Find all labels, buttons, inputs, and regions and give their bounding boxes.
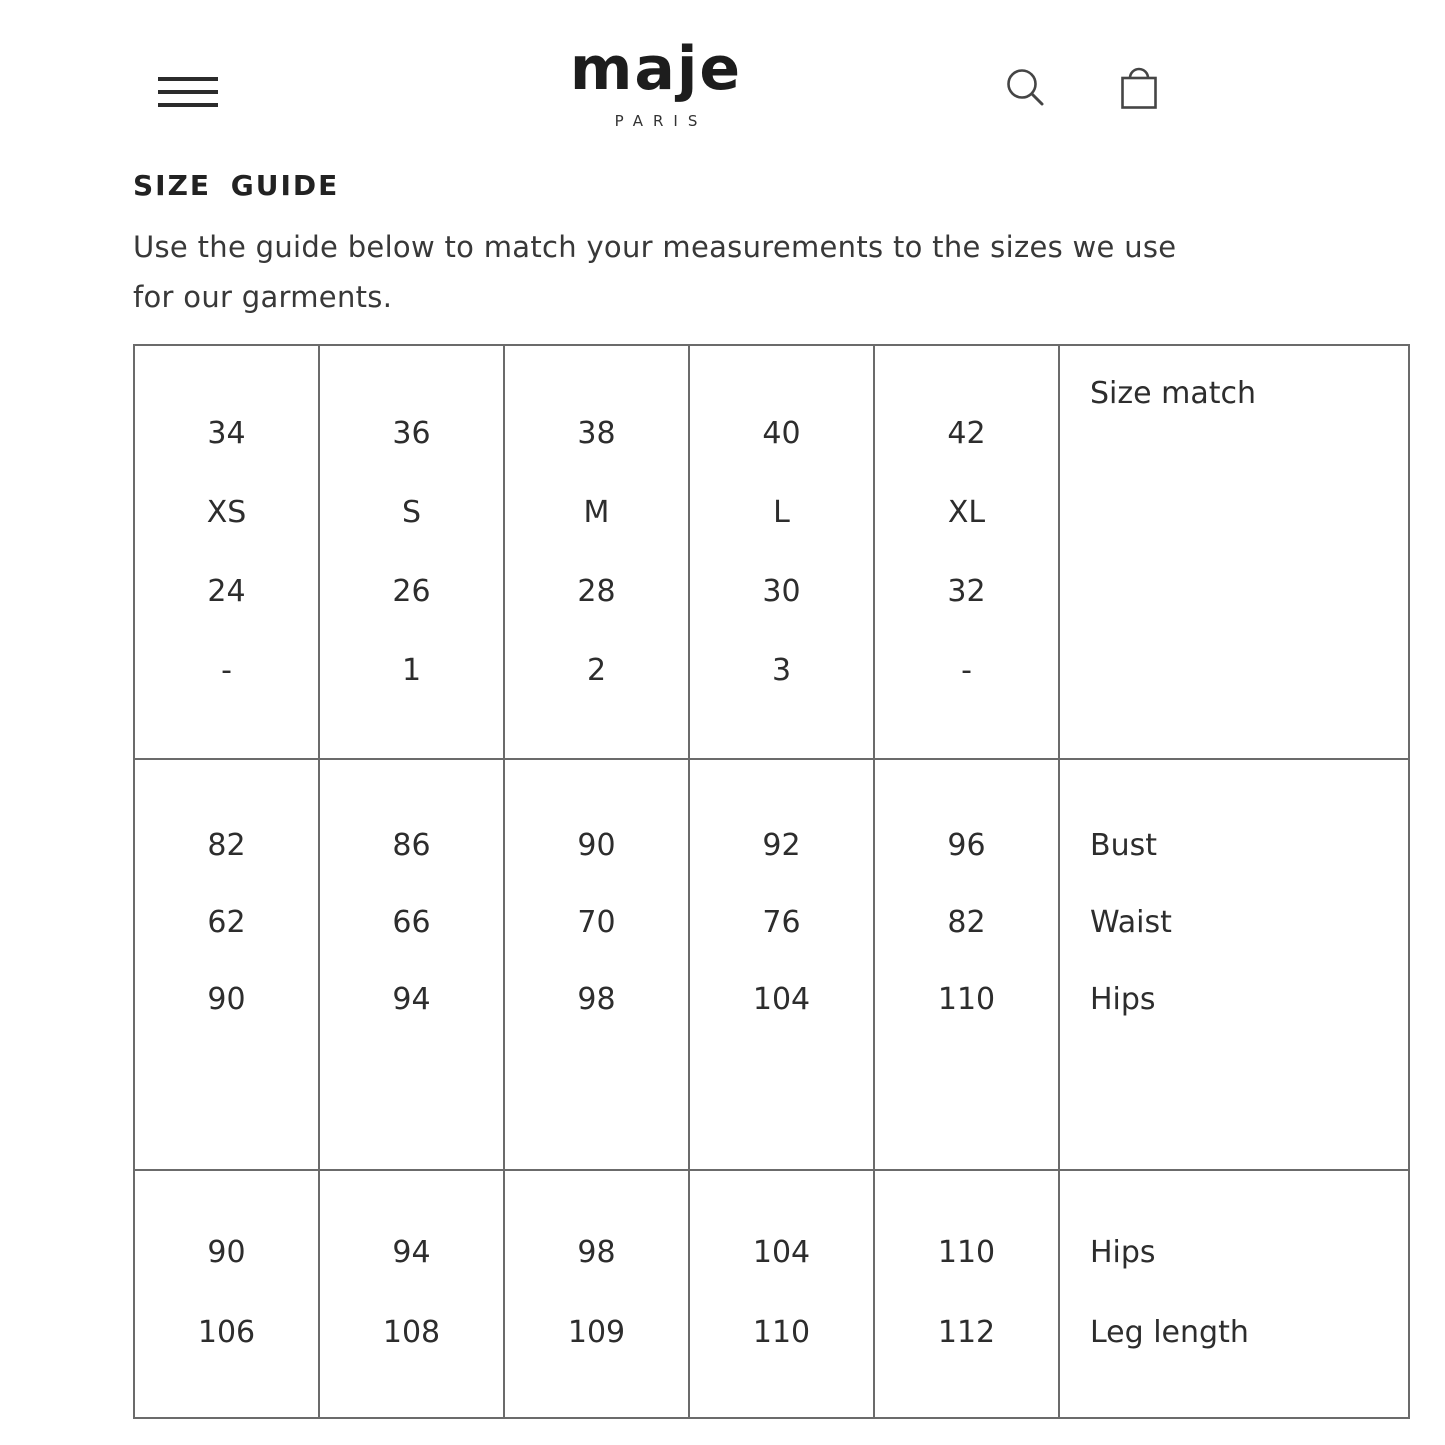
garment-value: 112 xyxy=(937,1315,996,1350)
measure-column-1 xyxy=(135,760,320,1169)
measure-value: 70 xyxy=(577,905,616,940)
measure-value: 66 xyxy=(392,905,431,940)
search-button[interactable] xyxy=(1004,66,1048,110)
hamburger-icon xyxy=(158,90,218,94)
size-value: 32 xyxy=(947,574,986,609)
size-value: - xyxy=(961,653,972,688)
measure-value: 110 xyxy=(937,982,996,1017)
measure-value: 62 xyxy=(207,905,246,940)
measure-column-5 xyxy=(875,760,1060,1169)
size-value: 28 xyxy=(577,574,616,609)
measure-labels xyxy=(1060,760,1408,1169)
size-value: - xyxy=(221,653,232,688)
measure-value: 94 xyxy=(392,982,431,1017)
size-table-group-sizes xyxy=(135,346,1408,758)
size-column-5 xyxy=(875,346,1060,758)
measure-label: Hips xyxy=(1090,982,1156,1017)
hamburger-icon xyxy=(158,103,218,107)
size-value: M xyxy=(583,495,610,530)
garment-column-4 xyxy=(690,1171,875,1417)
garment-column-2 xyxy=(320,1171,505,1417)
measure-column-2 xyxy=(320,760,505,1169)
measure-value: 86 xyxy=(392,828,431,863)
size-value: 34 xyxy=(207,416,246,451)
size-value: 3 xyxy=(771,653,792,688)
size-guide-table xyxy=(133,344,1410,1419)
measure-value: 76 xyxy=(762,905,801,940)
page-title: SIZE GUIDE xyxy=(133,168,340,202)
size-value: XL xyxy=(947,495,986,530)
size-match-header: Size match xyxy=(1090,376,1256,411)
size-column-1 xyxy=(135,346,320,758)
measure-value: 98 xyxy=(577,982,616,1017)
size-table-group-body xyxy=(135,758,1408,1169)
garment-value: 90 xyxy=(207,1235,246,1270)
size-column-4 xyxy=(690,346,875,758)
size-match-header-cell xyxy=(1060,346,1408,758)
size-value: 1 xyxy=(401,653,422,688)
garment-value: 108 xyxy=(382,1315,441,1350)
brand-logo-subtitle: PARIS xyxy=(614,112,708,130)
measure-value: 104 xyxy=(752,982,811,1017)
measure-column-3 xyxy=(505,760,690,1169)
brand-logo-text: maje xyxy=(569,34,743,104)
garment-column-5 xyxy=(875,1171,1060,1417)
size-table-group-garment xyxy=(135,1169,1408,1417)
garment-value: 98 xyxy=(577,1235,616,1270)
garment-value: 110 xyxy=(937,1235,996,1270)
measure-value: 82 xyxy=(207,828,246,863)
intro-line-2: for our garments. xyxy=(133,280,393,314)
garment-value: 106 xyxy=(197,1315,256,1350)
hamburger-icon xyxy=(158,77,218,81)
garment-value: 94 xyxy=(392,1235,431,1270)
garment-labels xyxy=(1060,1171,1408,1417)
cart-button[interactable] xyxy=(1118,62,1158,110)
size-value: 26 xyxy=(392,574,431,609)
size-value: 42 xyxy=(947,416,986,451)
measure-value: 90 xyxy=(577,828,616,863)
shopping-bag-icon xyxy=(1118,62,1158,110)
garment-value: 109 xyxy=(567,1315,626,1350)
size-value: S xyxy=(401,495,422,530)
garment-value: 110 xyxy=(752,1315,811,1350)
size-value: 30 xyxy=(762,574,801,609)
size-value: 36 xyxy=(392,416,431,451)
garment-value: 104 xyxy=(752,1235,811,1270)
size-column-2 xyxy=(320,346,505,758)
measure-value: 82 xyxy=(947,905,986,940)
search-icon xyxy=(1004,66,1048,110)
menu-button[interactable] xyxy=(158,77,218,107)
size-value: 40 xyxy=(762,416,801,451)
brand-logo[interactable] xyxy=(569,34,743,130)
measure-value: 96 xyxy=(947,828,986,863)
size-value: 24 xyxy=(207,574,246,609)
size-value: XS xyxy=(206,495,247,530)
size-value: 2 xyxy=(586,653,607,688)
size-value: 38 xyxy=(577,416,616,451)
intro-text xyxy=(133,222,1176,322)
size-column-3 xyxy=(505,346,690,758)
measure-label: Bust xyxy=(1090,828,1157,863)
garment-label: Leg length xyxy=(1090,1315,1249,1350)
garment-column-3 xyxy=(505,1171,690,1417)
intro-line-1: Use the guide below to match your measurements to the sizes we use xyxy=(133,230,1177,264)
measure-column-4 xyxy=(690,760,875,1169)
measure-label: Waist xyxy=(1090,905,1172,940)
measure-value: 92 xyxy=(762,828,801,863)
garment-label: Hips xyxy=(1090,1235,1156,1270)
size-value: L xyxy=(773,495,790,530)
garment-column-1 xyxy=(135,1171,320,1417)
measure-value: 90 xyxy=(207,982,246,1017)
